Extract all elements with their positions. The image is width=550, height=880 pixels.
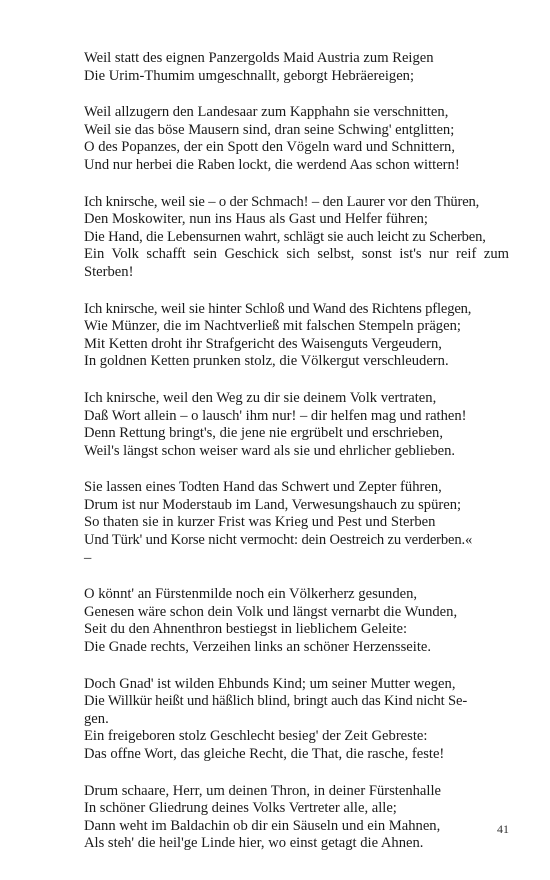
verse-line: So thaten sie in kurzer Frist was Krieg und Pest und Sterben [84, 514, 436, 531]
stanza-6 [84, 479, 509, 567]
verse-line: Weil allzugern den Landesaar zum Kapphahn sie verschnitten, [84, 104, 449, 121]
verse-line: In schöner Gliedrung deines Volks Vertreter alle, alle; [84, 800, 397, 817]
verse-line: Und Türk' und Korse nicht vermocht: dein Oestreich zu verderben.« [84, 532, 473, 549]
stanza-4 [84, 301, 509, 371]
stanza-1 [84, 50, 509, 85]
page-number: 41 [497, 822, 509, 836]
verse-line: Genesen wäre schon dein Volk und längst vernarbt die Wunden, [84, 603, 458, 620]
verse-line: Sie lassen eines Todten Hand das Schwert und Zepter führen, [84, 479, 442, 496]
verse-line: O des Popanzes, der ein Spott den Vögeln ward und Schnittern, [84, 139, 455, 156]
verse-line: Weil statt des eignen Panzergolds Maid Austria zum Reigen [84, 50, 434, 66]
verse-line: Das offne Wort, das gleiche Recht, die That, die rasche, feste! [84, 746, 445, 762]
verse-line: gen. [84, 710, 109, 727]
verse-line: Sterben! [84, 263, 134, 280]
verse-line: O könnt' an Fürstenmilde noch ein Völkerherz gesunden, [84, 586, 418, 603]
verse-line: Ich knirsche, weil sie hinter Schloß und Wand des Richtens pflegen, [84, 300, 472, 317]
verse-line: Ich knirsche, weil den Weg zu dir sie deinem Volk vertraten, [84, 389, 437, 406]
verse-line: Daß Wort allein – o lausch' ihm nur! – dir helfen mag und rathen! [84, 407, 467, 424]
verse-line: Ich knirsche, weil sie – o der Schmach! – den Laurer vor den Thüren, [84, 193, 480, 210]
verse-line: Doch Gnad' ist wilden Ehbunds Kind; um seiner Mutter wegen, [84, 675, 456, 692]
poem-text [84, 50, 509, 872]
verse-line: Seit du den Ahnenthron bestiegst in lieblichem Geleite: [84, 621, 408, 638]
verse-line: Die Gnade rechts, Verzeihen links an schöner Herzensseite. [84, 639, 432, 656]
verse-line: In goldnen Ketten prunken stolz, die Völkergut verschleudern. [84, 353, 449, 370]
verse-line: Ein freigeboren stolz Geschlecht besieg' der Zeit Gebreste: [84, 728, 428, 745]
verse-line: Denn Rettung bringt's, die jene nie ergrübelt und erschrieben, [84, 425, 443, 442]
verse-line: Drum ist nur Moderstaub im Land, Verwesungshauch zu spüren; [84, 496, 462, 513]
stanza-7 [84, 586, 509, 656]
verse-line: Ein Volk schafft sein Geschick sich selbst, sonst ist's nur reif zum [84, 246, 509, 263]
verse-line: Den Moskowiter, nun ins Haus als Gast und Helfer führen; [84, 211, 428, 228]
verse-line: – [84, 549, 92, 566]
verse-line: Weil's längst schon weiser ward als sie und ehrlicher geblieben. [84, 442, 456, 459]
verse-line: Als steh' die heil'ge Linde hier, wo einst getagt die Ahnen. [84, 835, 424, 852]
stanza-2 [84, 104, 509, 174]
stanza-9 [84, 783, 509, 853]
stanza-3 [84, 194, 509, 282]
verse-line: Wie Münzer, die im Nachtverließ mit falschen Stempeln prägen; [84, 318, 461, 335]
stanza-8 [84, 676, 509, 764]
verse-line: Drum schaare, Herr, um deinen Thron, in deiner Fürstenhalle [84, 782, 441, 799]
verse-line: Die Willkür heißt und häßlich blind, bringt auch das Kind nicht Se- [84, 693, 468, 710]
verse-line: Und nur herbei die Raben lockt, die werdend Aas schon wittern! [84, 156, 460, 173]
verse-line: Dann weht im Baldachin ob dir ein Säuseln und ein Mahnen, [84, 817, 441, 834]
verse-line: Weil sie das böse Mausern sind, dran seine Schwing' entglitten; [84, 121, 455, 138]
verse-line: Die Hand, die Lebensurnen wahrt, schlägt sie auch leicht zu Scherben, [84, 228, 486, 245]
verse-line: Die Urim-Thumim umgeschnallt, geborgt Hebräereigen; [84, 67, 415, 84]
stanza-5 [84, 390, 509, 460]
verse-line: Mit Ketten droht ihr Strafgericht des Waisenguts Vergeudern, [84, 335, 442, 352]
